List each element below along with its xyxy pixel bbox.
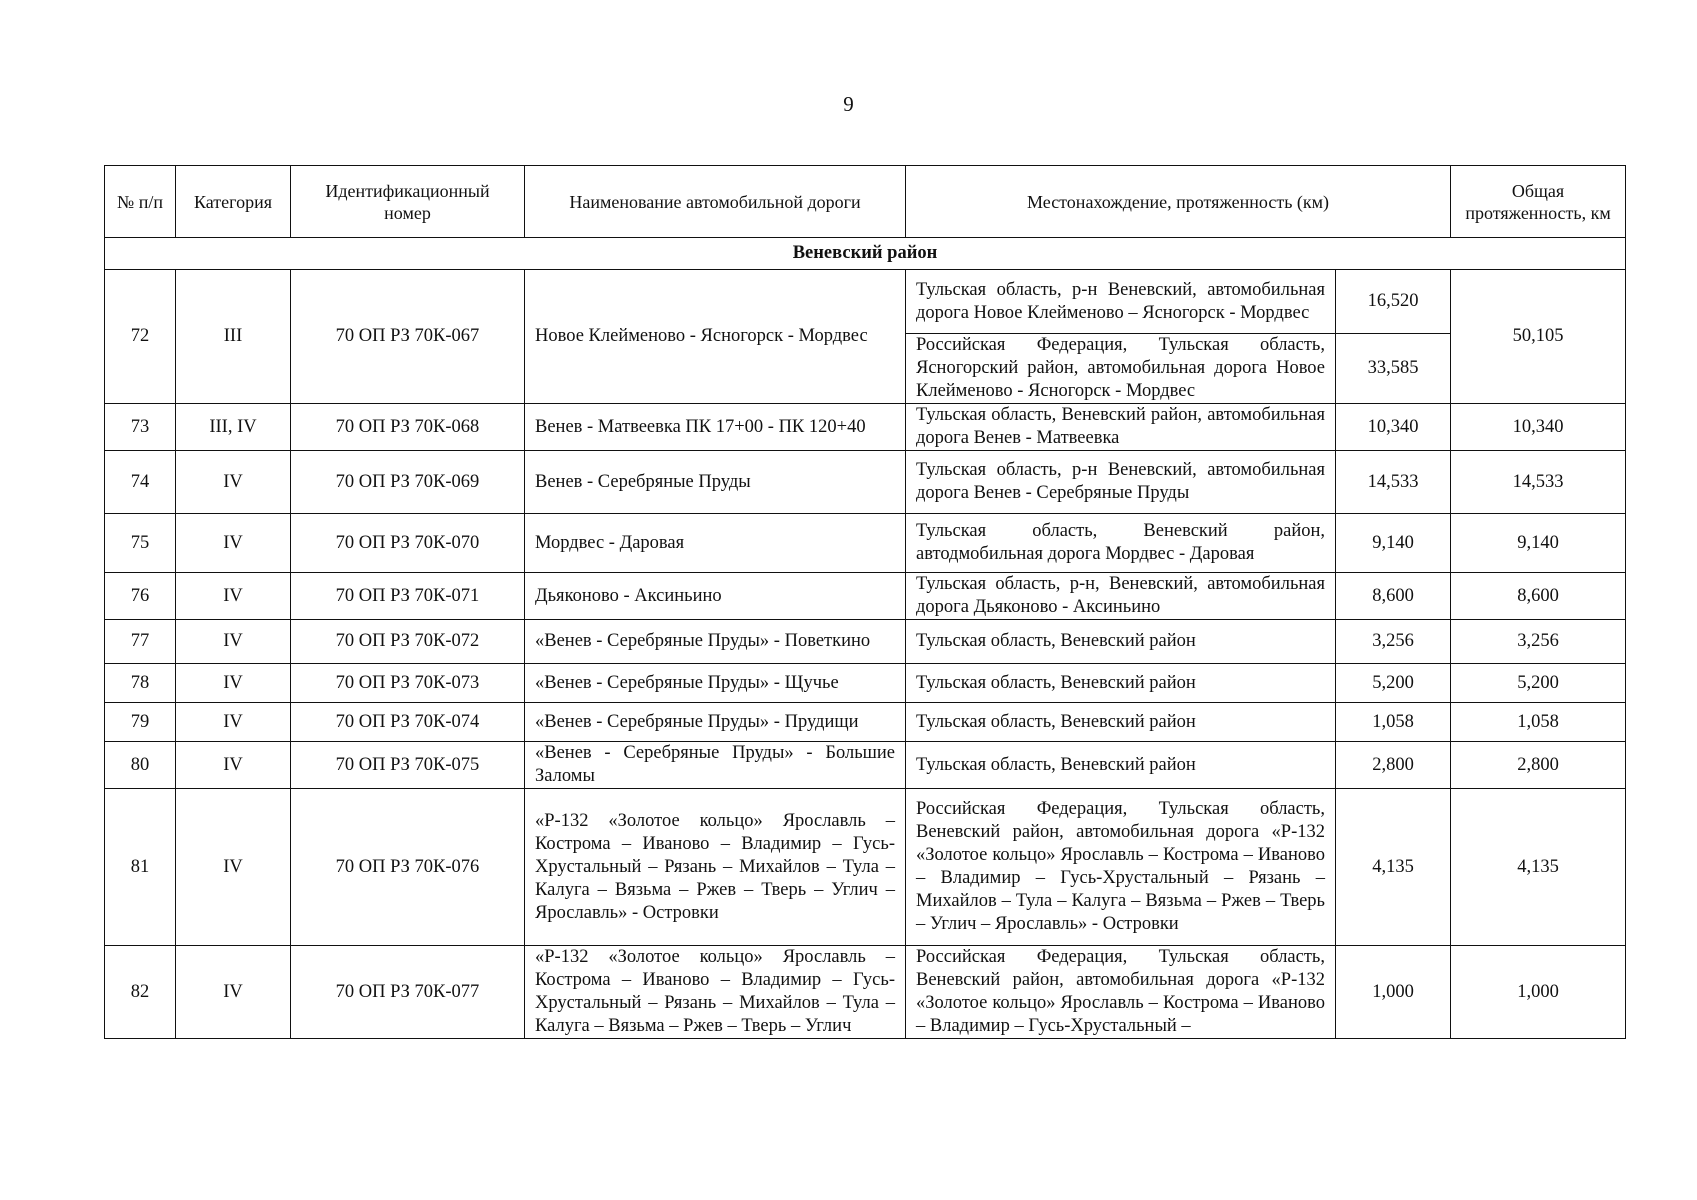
- row-category: IV: [176, 946, 291, 1039]
- row-road-name: «Венев - Серебряные Пруды» - Прудищи: [525, 703, 906, 742]
- row-length: 3,256: [1336, 620, 1451, 664]
- table-row: [105, 789, 1626, 946]
- row-location: Тульская область, Веневский район: [906, 703, 1336, 742]
- row-total-length: 4,135: [1451, 789, 1626, 946]
- row-id: 70 ОП РЗ 70К-069: [291, 451, 525, 514]
- row-total-length: 50,105: [1451, 270, 1626, 404]
- row-category: IV: [176, 664, 291, 703]
- row-id: 70 ОП РЗ 70К-067: [291, 270, 525, 404]
- row-id: 70 ОП РЗ 70К-074: [291, 703, 525, 742]
- row-number: 76: [105, 573, 176, 620]
- row-location: Тульская область, Веневский район, автодмобильная дорога Мордвес - Даровая: [906, 514, 1336, 573]
- row-road-name: «Р-132 «Золотое кольцо» Ярославль – Кострома – Иваново – Владимир – Гусь-Хрустальный – Рязань – Михайлов – Тула – Калуга – Вязьма – Ржев – Тверь – Углич: [525, 946, 906, 1039]
- row-location: Российская Федерация, Тульская область, Веневский район, автомобильная дорога «Р-132 «Золотое кольцо» Ярославль – Кострома – Иваново – Владимир – Гусь-Хрустальный – Рязань – Михайлов – Тула – Калуга – Вязьма – Ржев – Тверь – Углич – Ярославль» - Островки: [906, 789, 1336, 946]
- row-length: 1,058: [1336, 703, 1451, 742]
- row-number: 79: [105, 703, 176, 742]
- row-road-name: Новое Клейменово - Ясногорск - Мордвес: [525, 270, 906, 404]
- row-location: Тульская область, Веневский район: [906, 742, 1336, 789]
- row-number: 73: [105, 404, 176, 451]
- row-category: IV: [176, 789, 291, 946]
- row-length: 14,533: [1336, 451, 1451, 514]
- header-category: Категория: [176, 166, 291, 238]
- row-id: 70 ОП РЗ 70К-077: [291, 946, 525, 1039]
- roads-table: [104, 165, 1626, 1039]
- row-id: 70 ОП РЗ 70К-068: [291, 404, 525, 451]
- row-location: Российская Федерация, Тульская область, Веневский район, автомобильная дорога «Р-132 «Золотое кольцо» Ярославль – Кострома – Иваново – Владимир – Гусь-Хрустальный –: [906, 946, 1336, 1039]
- row-category: IV: [176, 514, 291, 573]
- row-length: 33,585: [1336, 334, 1451, 404]
- row-number: 78: [105, 664, 176, 703]
- row-category: IV: [176, 742, 291, 789]
- row-category: IV: [176, 620, 291, 664]
- row-length: 16,520: [1336, 270, 1451, 334]
- table-row: [105, 451, 1626, 514]
- row-number: 81: [105, 789, 176, 946]
- row-total-length: 9,140: [1451, 514, 1626, 573]
- row-road-name: «Венев - Серебряные Пруды» - Поветкино: [525, 620, 906, 664]
- row-category: III: [176, 270, 291, 404]
- row-total-length: 1,000: [1451, 946, 1626, 1039]
- row-total-length: 14,533: [1451, 451, 1626, 514]
- row-length: 4,135: [1336, 789, 1451, 946]
- row-length: 9,140: [1336, 514, 1451, 573]
- row-category: III, IV: [176, 404, 291, 451]
- table-row: [105, 703, 1626, 742]
- row-road-name: Венев - Матвеевка ПК 17+00 - ПК 120+40: [525, 404, 906, 451]
- row-location: Тульская область, Веневский район, автомобильная дорога Венев - Матвеевка: [906, 404, 1336, 451]
- row-length: 1,000: [1336, 946, 1451, 1039]
- row-total-length: 5,200: [1451, 664, 1626, 703]
- table-row: [105, 514, 1626, 573]
- table-header-row: [105, 166, 1626, 238]
- row-road-name: Венев - Серебряные Пруды: [525, 451, 906, 514]
- row-location: Российская Федерация, Тульская область, Ясногорский район, автомобильная дорога Новое Клейменово - Ясногорск - Мордвес: [906, 334, 1336, 404]
- row-number: 72: [105, 270, 176, 404]
- table-row: [105, 742, 1626, 789]
- row-road-name: «Р-132 «Золотое кольцо» Ярославль – Кострома – Иваново – Владимир – Гусь-Хрустальный – Рязань – Михайлов – Тула – Калуга – Вязьма – Ржев – Тверь – Углич – Ярославль» - Островки: [525, 789, 906, 946]
- row-category: IV: [176, 703, 291, 742]
- row-number: 82: [105, 946, 176, 1039]
- row-number: 80: [105, 742, 176, 789]
- row-road-name: «Венев - Серебряные Пруды» - Щучье: [525, 664, 906, 703]
- row-length: 10,340: [1336, 404, 1451, 451]
- row-id: 70 ОП РЗ 70К-073: [291, 664, 525, 703]
- row-number: 75: [105, 514, 176, 573]
- row-number: 74: [105, 451, 176, 514]
- header-location: Местонахождение, протяженность (км): [906, 166, 1451, 238]
- row-category: IV: [176, 573, 291, 620]
- table-row: [105, 270, 1626, 334]
- row-length: 5,200: [1336, 664, 1451, 703]
- row-location: Тульская область, р-н, Веневский, автомобильная дорога Дьяконово - Аксиньино: [906, 573, 1336, 620]
- row-id: 70 ОП РЗ 70К-071: [291, 573, 525, 620]
- row-road-name: Дьяконово - Аксиньино: [525, 573, 906, 620]
- row-category: IV: [176, 451, 291, 514]
- row-total-length: 3,256: [1451, 620, 1626, 664]
- row-road-name: «Венев - Серебряные Пруды» - Большие Заломы: [525, 742, 906, 789]
- header-num: № п/п: [105, 166, 176, 238]
- row-location: Тульская область, Веневский район: [906, 620, 1336, 664]
- district-title: Веневский район: [105, 238, 1626, 270]
- table-row: [105, 946, 1626, 1039]
- row-total-length: 1,058: [1451, 703, 1626, 742]
- table-row: [105, 404, 1626, 451]
- row-number: 77: [105, 620, 176, 664]
- row-id: 70 ОП РЗ 70К-075: [291, 742, 525, 789]
- row-length: 8,600: [1336, 573, 1451, 620]
- header-name: Наименование автомобильной дороги: [525, 166, 906, 238]
- header-total: Общая протяженность, км: [1451, 166, 1626, 238]
- row-length: 2,800: [1336, 742, 1451, 789]
- row-location: Тульская область, р-н Веневский, автомобильная дорога Новое Клейменово – Ясногорск - Мордвес: [906, 270, 1336, 334]
- table-row: [105, 573, 1626, 620]
- row-id: 70 ОП РЗ 70К-072: [291, 620, 525, 664]
- table-row: [105, 664, 1626, 703]
- header-id: Идентификационный номер: [291, 166, 525, 238]
- row-total-length: 10,340: [1451, 404, 1626, 451]
- row-id: 70 ОП РЗ 70К-076: [291, 789, 525, 946]
- row-location: Тульская область, Веневский район: [906, 664, 1336, 703]
- row-location: Тульская область, р-н Веневский, автомобильная дорога Венев - Серебряные Пруды: [906, 451, 1336, 514]
- row-total-length: 8,600: [1451, 573, 1626, 620]
- page-number: 9: [843, 92, 854, 116]
- district-row: [105, 238, 1626, 270]
- row-road-name: Мордвес - Даровая: [525, 514, 906, 573]
- row-id: 70 ОП РЗ 70К-070: [291, 514, 525, 573]
- row-total-length: 2,800: [1451, 742, 1626, 789]
- table-row: [105, 620, 1626, 664]
